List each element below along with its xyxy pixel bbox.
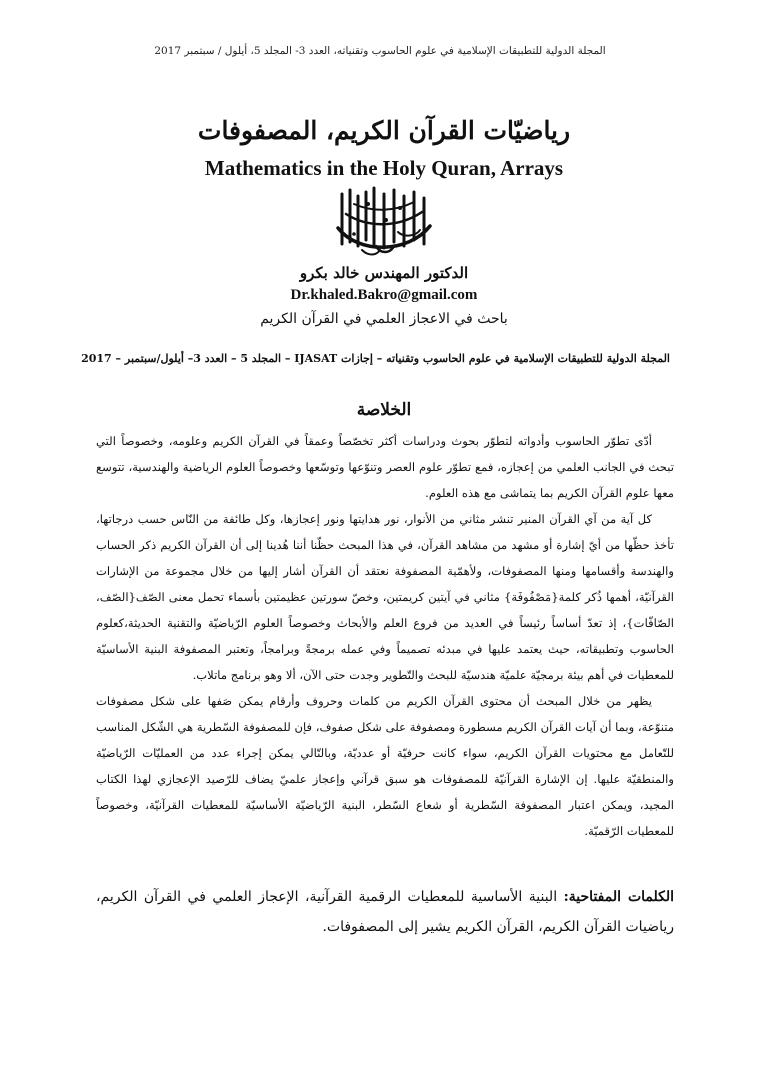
abstract-paragraph: يظهر من خلال المبحث أن محتوى القرآن الكريم من كلمات وحروف وأرقام يمكن صَفها على شكل مصفوفات متنوّعة، وبما أن آيات القرآن الكريم مسطورة ومصفوفة على شكل صفوف، فإن للمصفوفة السّطرية هي الشّكل المناسب للتّعامل مع محتويات القرآن الكريم، سواء كانت حرفيّة أو عدديّة، وبالتّالي يمكن إجراء عدد من العمليّات الرّياضيّة والمنطقيّة عليها. إن الإشارة القرآنيّة للمصفوفات هو سبق قرآني وإعجاز علميّ يضاف للرّصيد الإعجازي لهذا الكتاب المجيد، ويمكن اعتبار المصفوفة السّطرية أو شعاع السّطر، البنية الرّياضيّة الأساسيّة للمعطيات القرآنيّة، وخصوصاً للمعطيات الرّقميّة. (96, 694, 674, 838)
abstract-heading: الخلاصة (356, 400, 412, 420)
abstract-paragraph: أدّى تطوّر الحاسوب وأدواته لتطوّر بحوث ودراسات أكثر تخصّصاً وعمقاً في القرآن الكريم وعلومه، وخصوصاً التي تبحث في الجانب العلمي من إعجازه، فمع تطوّر علوم العصر وتنوّعها وتوسّعها وخصوصاً العلوم الرياضية والهندسية، تتوسع معها علوم القرآن الكريم بما يتماشى مع هذه العلوم. (96, 434, 674, 500)
keywords-section (96, 882, 674, 942)
author-email: Dr.khaled.Bakro@gmail.com (290, 287, 478, 303)
keywords-label: الكلمات المفتاحية: (563, 889, 675, 905)
abstract-paragraph: كل آية من آي القرآن المنير تنشر مثاني من الأنوار، نور هدايتها ونور إعجازها، وكل طائفة من النّاس حسب درجاتها، تأخذ حظّها من أيّ إشارة أو مشهد من مشاهد القرآن، في هذا المبحث حظّنا أننا هُدينا إلى أن القرآن الكريم ذكر الحساب والهندسة وأقسامها ومنها المصفوفات، ولأهمّية المصفوفة نعتقد أن القرآن أشار إليها من خلال مجموعة من الإشارات القرآنيّة، أهمها ذُكر كلمة{مَصْفُوفَة} مثاني في آيتين كريمتين، وخصّ سورتين عظيمتين بأسماء تحمل معنى الصّف{الصّف، الصّافّات}، إذ تعدّ أساساً رئيساً في العديد من فروع العلم والأبحاث وخصوصاً العلوم الرّياضيّة والتقنية الحديثة،كعلوم الحاسوب وتطبيقاته، حيث يعتمد عليها في مبدئه تصميماً وفي عمله برمجةً وبرامجاً، وتعتبر المصفوفة البنية الأساسيّة للمعطيات في أهم بيئة برمجيّة علميّة هندسيّة للبحث والتّطوير وجدت حتى الآن، ألا وهو برنامج ماتلاب. (96, 512, 674, 682)
running-head: المجلة الدولية للتطبيقات الإسلامية في علوم الحاسوب وتقنياته، العدد 3- المجلد 5، أيلول / سبتمبر 2017 (154, 45, 606, 57)
calligraphy-emblem-graphic (328, 184, 440, 258)
author-name: الدكتور المهندس خالد بكرو (299, 264, 469, 282)
author-affiliation: باحث في الاعجاز العلمي في القرآن الكريم (260, 311, 508, 327)
citation-line: المجلة الدولية للتطبيقات الإسلامية في علوم الحاسوب وتقنياته – إجازات IJASAT – المجلد 5 – العدد 3– أيلول/سبتمبر – 2017 (81, 352, 670, 365)
calligraphy-emblem-icon (328, 184, 440, 258)
title-arabic: رياضيّات القرآن الكريم، المصفوفات (197, 116, 571, 145)
title-english: Mathematics in the Holy Quran, Arrays (204, 156, 564, 180)
abstract-body (96, 428, 674, 844)
keywords-text: البنية الأساسية للمعطيات الرقمية القرآنية، الإعجاز العلمي في القرآن الكريم، رياضيات القرآن الكريم، القرآن الكريم يشير إلى المصفوفات. (96, 889, 674, 935)
